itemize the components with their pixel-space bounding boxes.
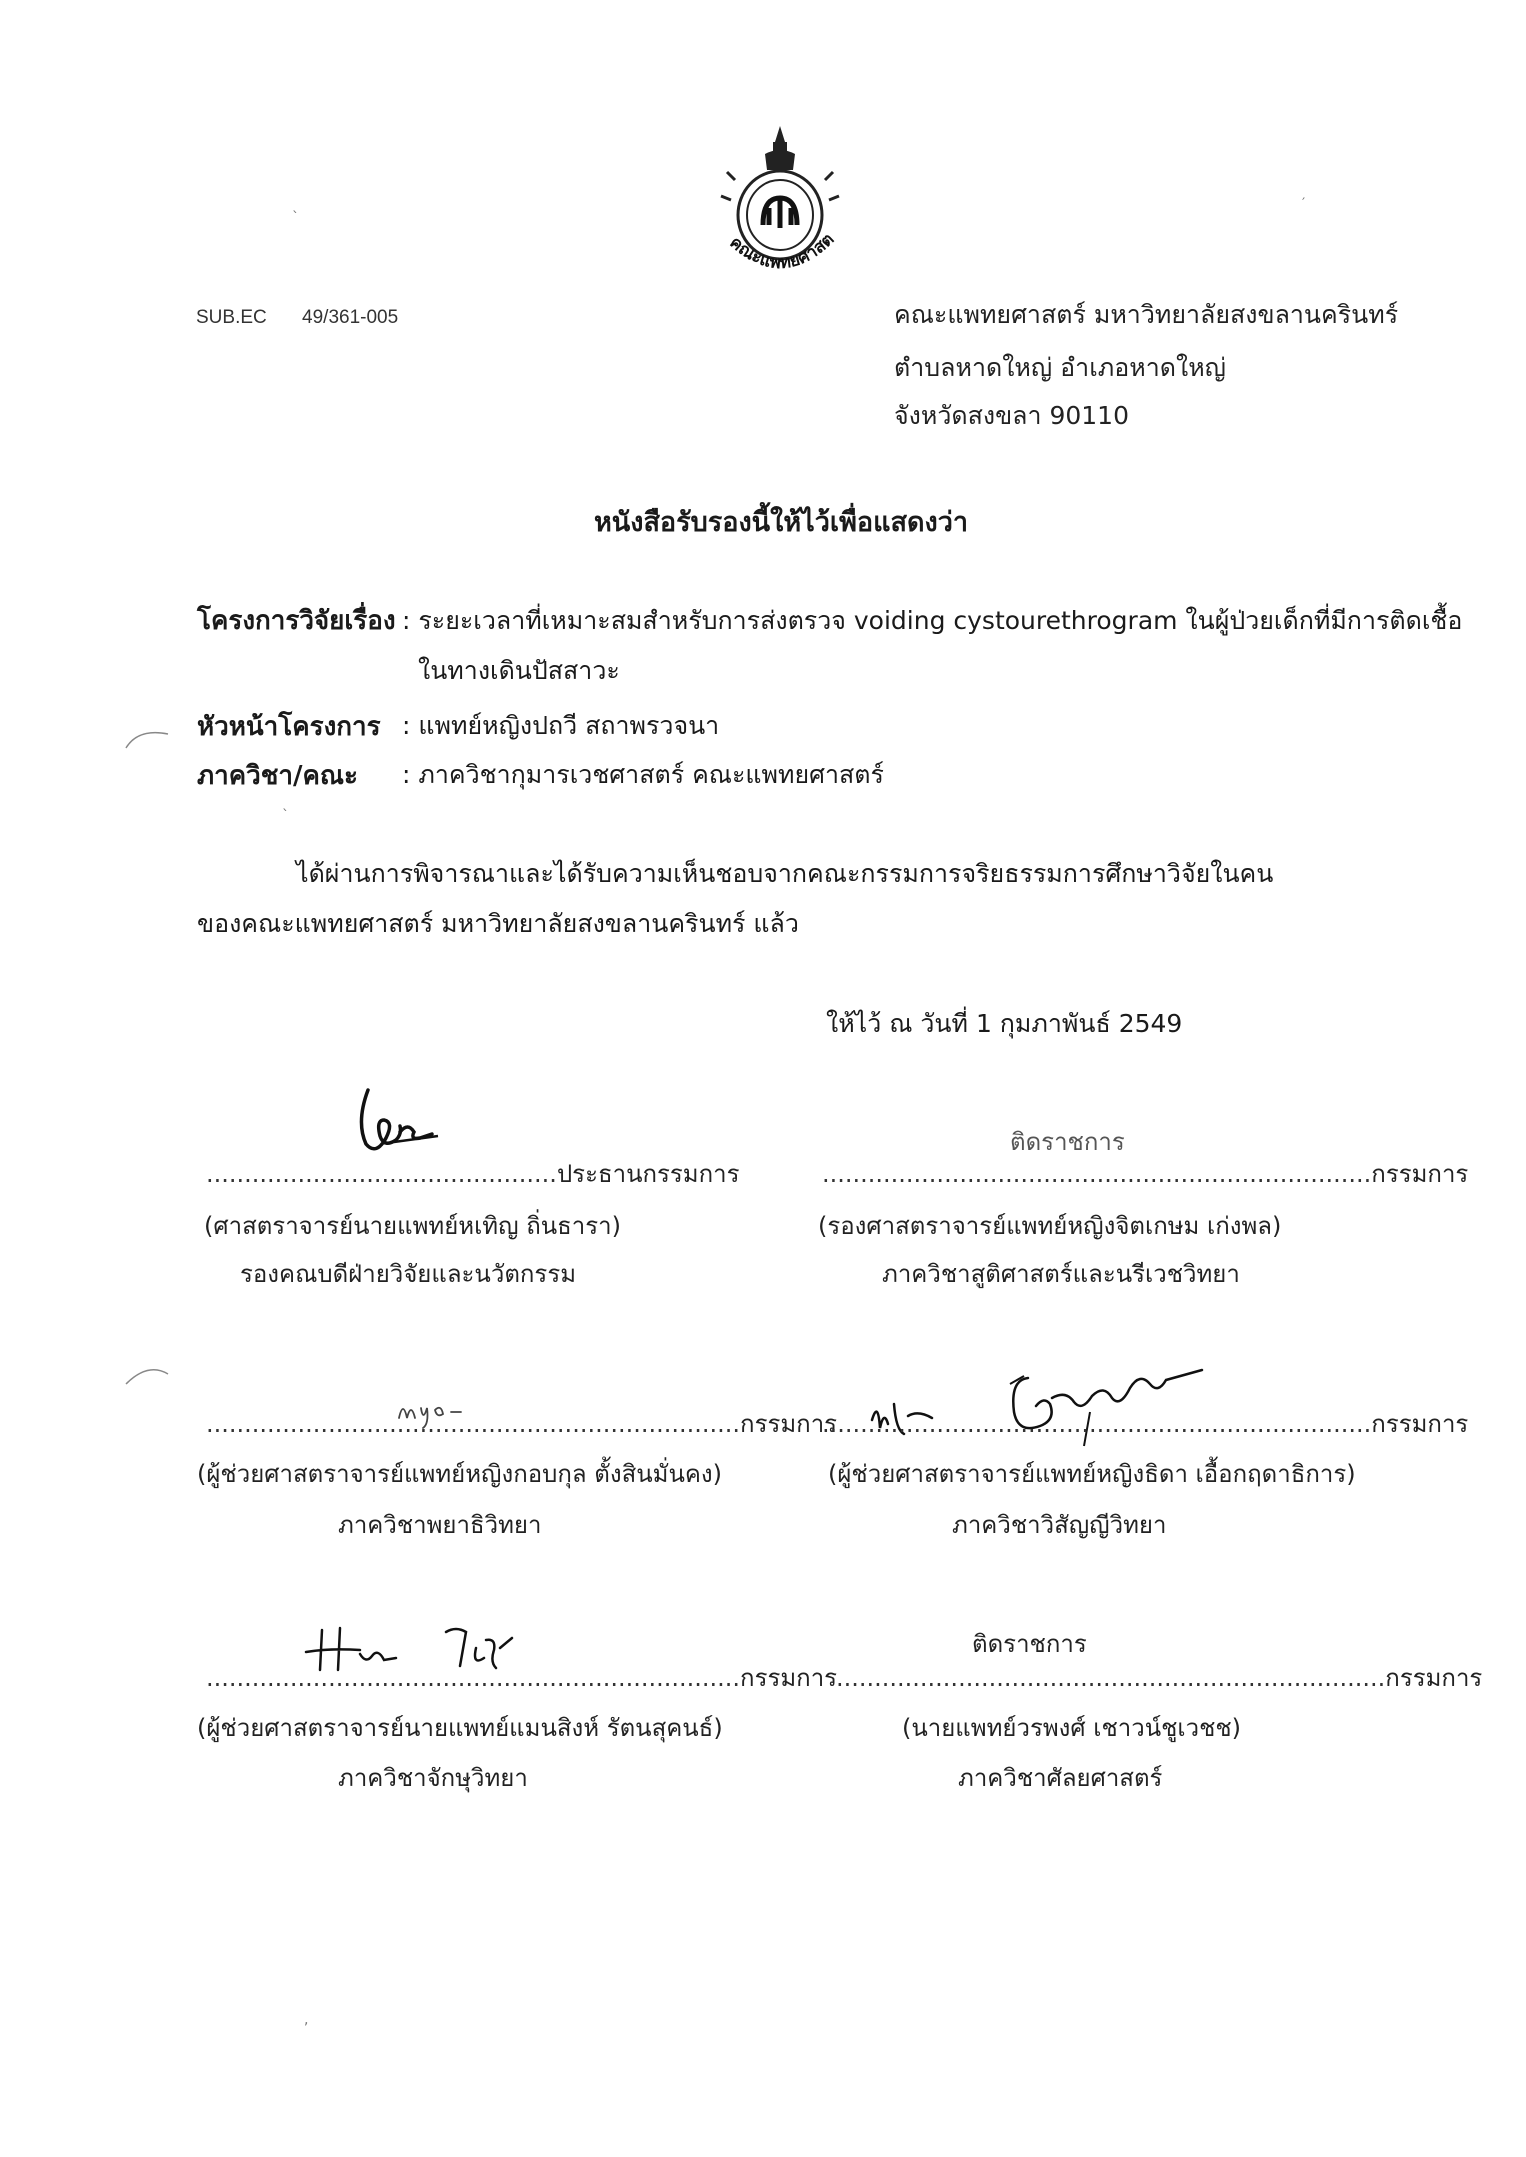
scan-speck: ′ [1302,196,1306,212]
signatory-1-role: ประธานกรรมการ [556,1160,740,1188]
project-label: โครงการวิจัยเรื่อง [197,606,396,636]
signatory-2-role: กรรมการ [1371,1160,1469,1188]
project-value-continued: ในทางเดินปัสสาวะ [418,656,620,685]
signatory-1-position: รองคณบดีฝ่ายวิจัยและนวัตกรรม [240,1260,577,1288]
signatory-4-role: กรรมการ [1371,1410,1469,1438]
scan-speck: ` [282,808,289,824]
signatory-5-position: ภาควิชาจักษุวิทยา [338,1764,528,1792]
project-value: : ระยะเวลาที่เหมาะสมสำหรับการส่งตรวจ voiding cystourethrogram ในผู้ป่วยเด็กที่มีการติดเชื้อ [402,606,1463,635]
address-line-3: จังหวัดสงขลา 90110 [894,401,1129,430]
signatory-3-role: กรรมการ [740,1410,838,1438]
signatory-2-line [822,1154,1468,1193]
reference-code [196,307,398,329]
signatory-2-position: ภาควิชาสูติศาสตร์และนรีเวชวิทยา [882,1260,1240,1288]
signatory-4-position: ภาควิชาวิสัญญีวิทยา [952,1511,1167,1539]
scan-speck: ` [292,210,299,226]
ref-number: 49/361-005 [302,307,399,328]
chair-signature [350,1082,450,1162]
hole-punch-mark [118,1362,178,1402]
project-head-label: หัวหน้าโครงการ [197,712,381,742]
hole-punch-mark [118,728,178,768]
address-line-1: คณะแพทยศาสตร์ มหาวิทยาลัยสงขลานครินทร์ [894,300,1399,329]
signatory-4-line [822,1404,1468,1443]
ref-code: SUB.EC [196,307,267,328]
signature-dots: ........................................................................ [822,1410,1372,1438]
approval-statement-line-2: ของคณะแพทยศาสตร์ มหาวิทยาลัยสงขลานครินทร์ แล้ว [197,909,799,938]
signatory-6-position: ภาควิชาศัลยศาสตร์ [958,1764,1163,1792]
signatory-4-name: (ผู้ช่วยศาสตราจารย์แพทย์หญิงธิดา เอื้อกฤดาธิการ) [828,1460,1356,1488]
signatory-5-role: กรรมการ [740,1664,838,1692]
address-line-2: ตำบลหาดใหญ่ อำเภอหาดใหญ่ [894,353,1226,382]
signature-dots: ........................................................................ [836,1664,1386,1692]
signatory-3-name: (ผู้ช่วยศาสตราจารย์แพทย์หญิงกอบกุล ตั้งสินมั่นคง) [197,1460,722,1488]
project-head-value: : แพทย์หญิงปถวี สถาพรวจนา [402,711,720,740]
signatory-2-note: ติดราชการ [1010,1128,1125,1156]
signatory-6-role: กรรมการ [1385,1664,1483,1692]
signatory-5-line [206,1658,837,1697]
signatory-5-name: (ผู้ช่วยศาสตราจารย์นายแพทย์แมนสิงห์ รัตนสุคนธ์) [197,1714,723,1742]
signature-dots: ...................................................................... [206,1410,741,1438]
signatory-3-position: ภาควิชาพยาธิวิทยา [338,1511,542,1539]
seal-arc-text: คณะแพทยศาสต [725,229,839,274]
signatory-3-line [206,1404,837,1443]
approval-statement-line-1: ได้ผ่านการพิจารณาและได้รับความเห็นชอบจากคณะกรรมการจริยธรรมการศึกษาวิจัยในคน [296,859,1274,888]
department-value: : ภาควิชากุมารเวชศาสตร์ คณะแพทยศาสตร์ [402,760,884,789]
signature-dots: ...................................................................... [206,1664,741,1692]
department-label: ภาควิชา/คณะ [197,761,358,791]
signatory-1-line [206,1154,740,1193]
signature-dots: ........................................................................ [822,1160,1372,1188]
scan-speck: , [304,2012,309,2028]
faculty-seal [705,120,855,290]
certificate-title: หนังสือรับรองนี้ให้ไว้เพื่อแสดงว่า [594,507,969,538]
signatory-1-name: (ศาสตราจารย์นายแพทย์หเทิญ ถิ่นธารา) [204,1212,621,1240]
signatory-2-name: (รองศาสตราจารย์แพทย์หญิงจิตเกษม เก่งพล) [818,1212,1282,1240]
signatory-6-line [836,1658,1482,1697]
signatory-6-note: ติดราชการ [972,1630,1087,1658]
seal-emblem-icon [705,120,855,290]
signature-dots: .............................................. [206,1160,557,1188]
issue-date: ให้ไว้ ณ วันที่ 1 กุมภาพันธ์ 2549 [826,1009,1183,1038]
signatory-6-name: (นายแพทย์วรพงศ์ เชาวน์ชูเวชช) [902,1714,1242,1742]
